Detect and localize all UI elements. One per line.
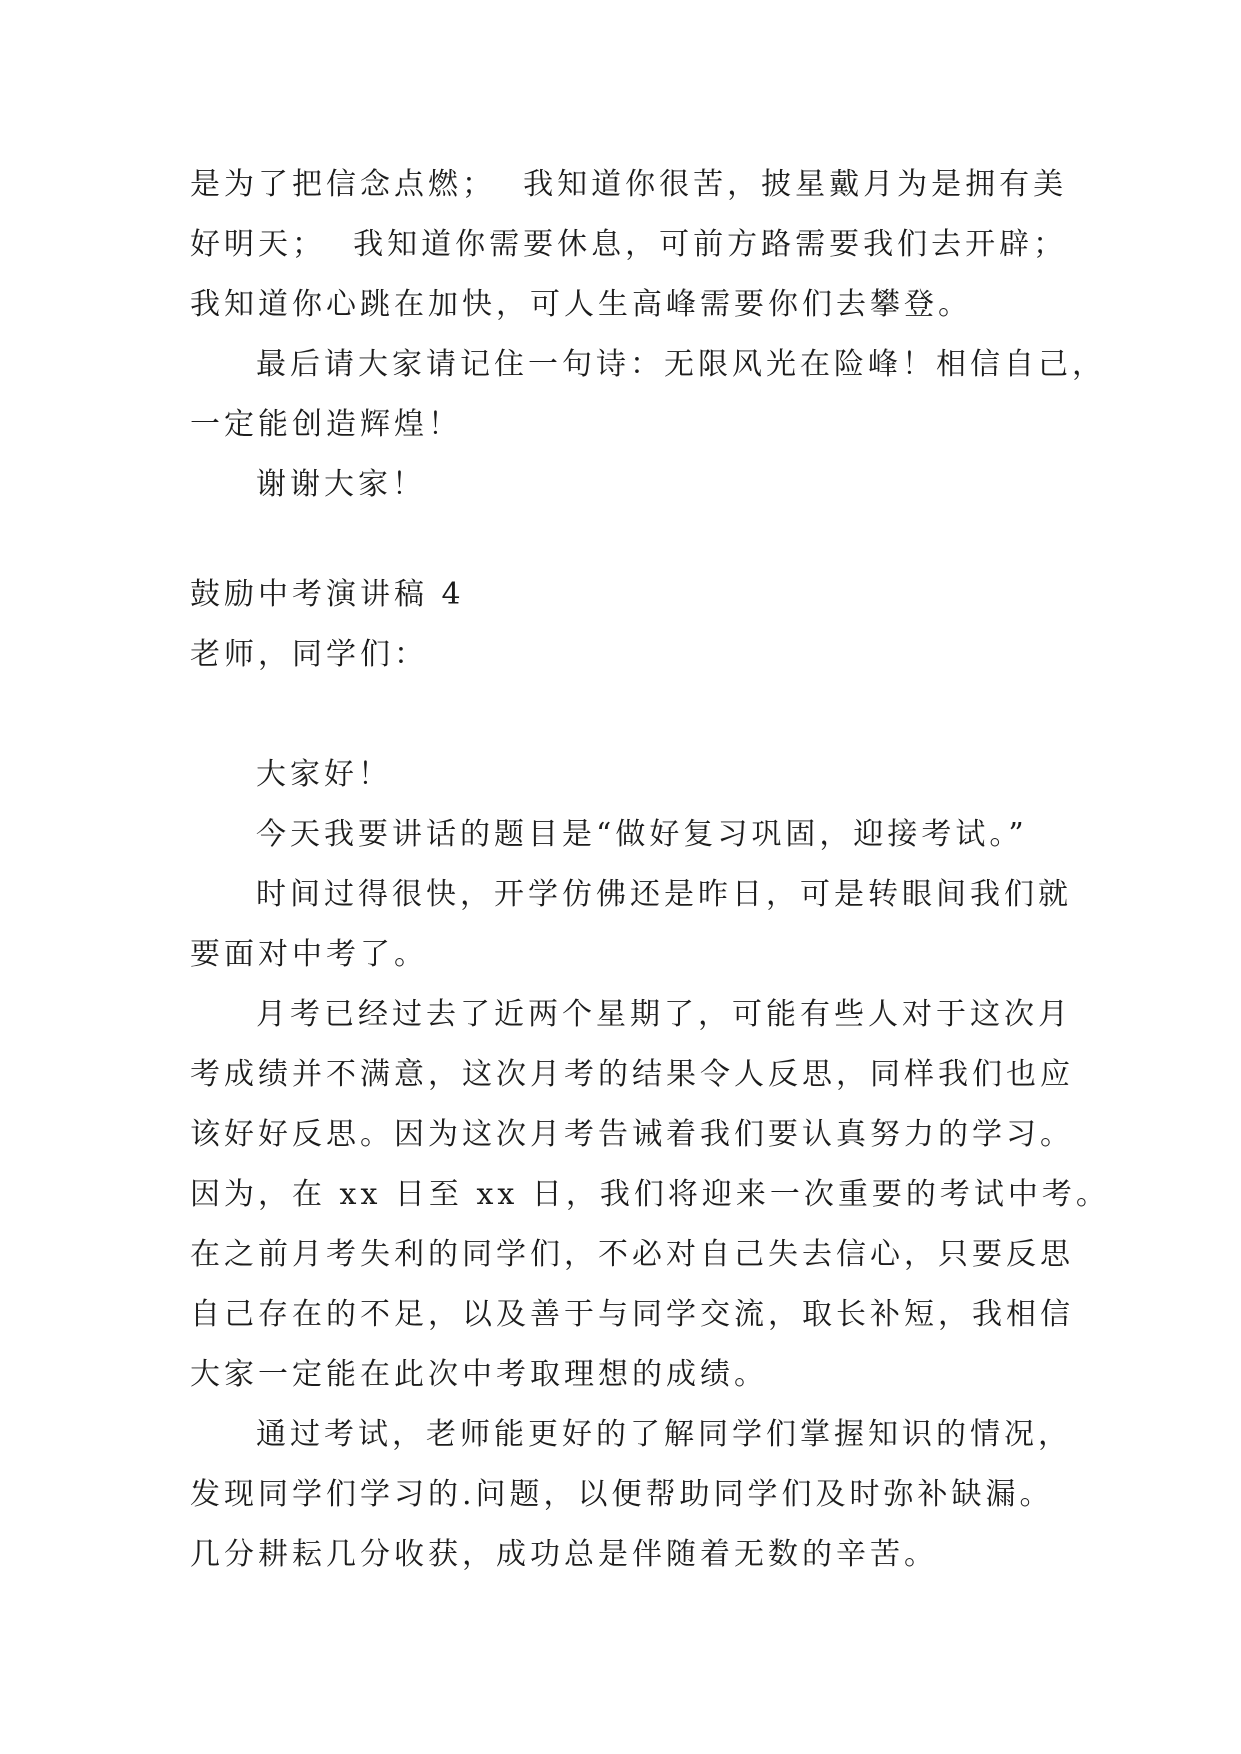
paragraph-line: 该好好反思。因为这次月考告诫着我们要认真努力的学习。: [190, 1117, 1074, 1152]
paragraph-line: 月考已经过去了近两个星期了，可能有些人对于这次月: [256, 997, 1072, 1032]
paragraph-line: 一定能创造辉煌！: [190, 407, 462, 442]
paragraph-line: 几分耕耘几分收获，成功总是伴随着无数的辛苦。: [190, 1537, 938, 1572]
paragraph-line: 谢谢大家！: [256, 467, 426, 502]
salutation: 老师，同学们：: [190, 637, 428, 672]
paragraph-line: 自己存在的不足，以及善于与同学交流，取长补短，我相信: [190, 1297, 1074, 1332]
section-title: 鼓励中考演讲稿 4: [190, 577, 465, 612]
paragraph-line: 时间过得很快，开学仿佛还是昨日，可是转眼间我们就: [256, 877, 1072, 912]
paragraph-line: 考成绩并不满意，这次月考的结果令人反思，同样我们也应: [190, 1057, 1074, 1092]
paragraph-line: 最后请大家请记住一句诗：无限风光在险峰！相信自己，: [256, 347, 1106, 382]
paragraph-line: 好明天； 我知道你需要休息，可前方路需要我们去开辟；: [190, 227, 1068, 262]
paragraph-line: 今天我要讲话的题目是“做好复习巩固，迎接考试。”: [256, 817, 1028, 852]
paragraph-line: 因为，在 xx 日至 xx 日，我们将迎来一次重要的考试中考。: [190, 1177, 1110, 1212]
paragraph-line: 通过考试，老师能更好的了解同学们掌握知识的情况，: [256, 1417, 1072, 1452]
paragraph-line: 要面对中考了。: [190, 937, 428, 972]
paragraph-line: 大家一定能在此次中考取理想的成绩。: [190, 1357, 768, 1392]
paragraph-line: 我知道你心跳在加快，可人生高峰需要你们去攀登。: [190, 287, 972, 322]
greeting: 大家好！: [256, 757, 392, 792]
paragraph-line: 在之前月考失利的同学们，不必对自己失去信心，只要反思: [190, 1237, 1074, 1272]
paragraph-line: 是为了把信念点燃； 我知道你很苦，披星戴月为是拥有美: [190, 167, 1068, 202]
paragraph-line: 发现同学们学习的.问题，以便帮助同学们及时弥补缺漏。: [190, 1477, 1054, 1512]
